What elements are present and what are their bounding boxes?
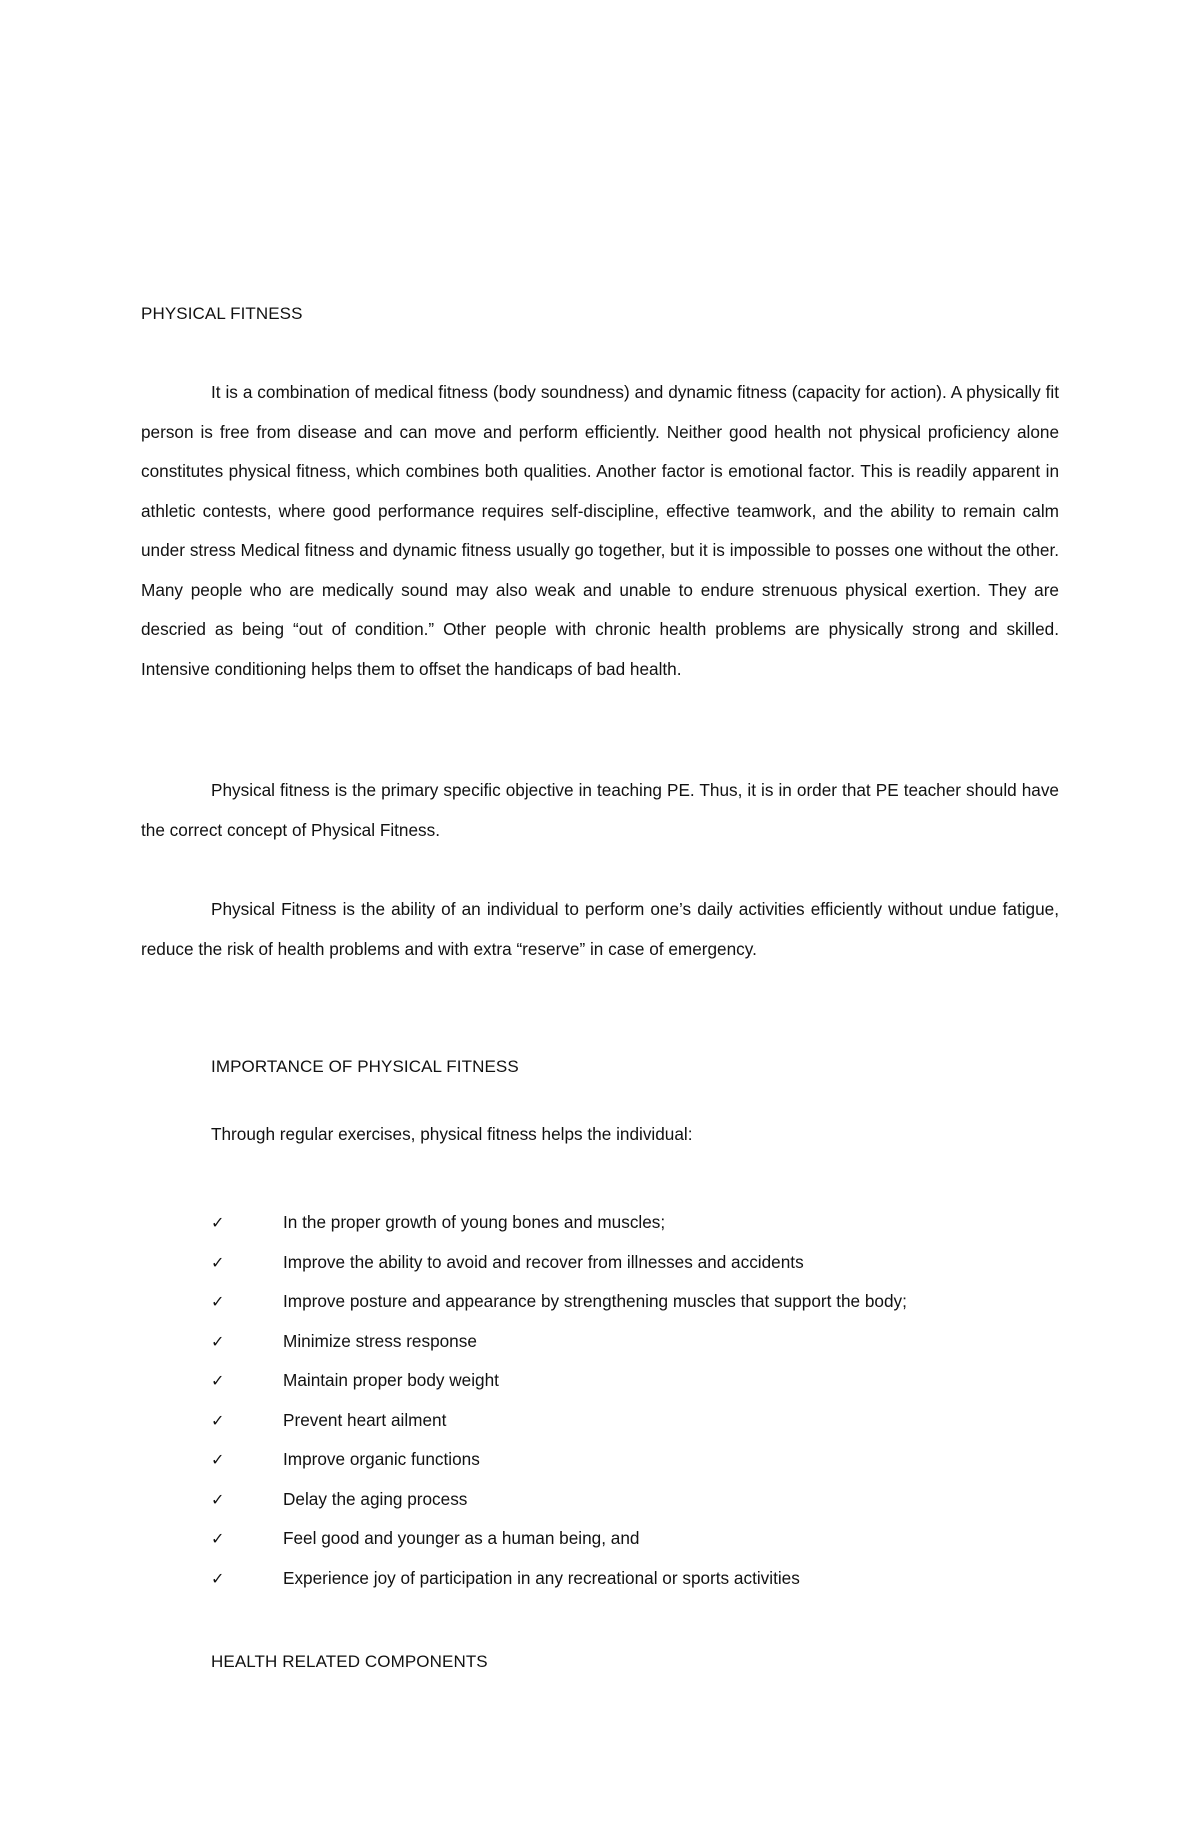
list-item: [211, 1559, 907, 1599]
list-item: [211, 1243, 907, 1283]
list-item: [211, 1480, 907, 1520]
checkmark-icon: ✓: [211, 1489, 225, 1509]
list-item: [211, 1203, 907, 1243]
health-components-heading: HEALTH RELATED COMPONENTS: [211, 1652, 488, 1671]
benefit-text: Maintain proper body weight: [283, 1370, 499, 1390]
checkmark-icon: ✓: [211, 1568, 225, 1588]
checkmark-icon: ✓: [211, 1450, 225, 1469]
benefit-text: Minimize stress response: [283, 1330, 477, 1351]
checkmark-icon: ✓: [211, 1292, 225, 1311]
benefit-text: Delay the aging process: [283, 1488, 468, 1509]
list-item: [211, 1519, 907, 1559]
checkmark-icon: ✓: [211, 1371, 225, 1390]
list-item: [211, 1361, 907, 1401]
benefit-text: Improve organic functions: [283, 1449, 480, 1469]
benefit-text: Experience joy of participation in any recreational or sports activities: [283, 1567, 800, 1588]
importance-intro: Through regular exercises, physical fitness helps the individual:: [211, 1124, 693, 1144]
importance-heading: IMPORTANCE OF PHYSICAL FITNESS: [211, 1057, 519, 1076]
checkmark-icon: ✓: [211, 1331, 225, 1351]
definition-paragraph: It is a combination of medical fitness (body soundness) and dynamic fitness (capacity for action). A physically fit person is free from disease and can move and perform efficiently. Neither good health not physical proficiency alone constitutes physical fitness, which combines both qualities. Another factor is emotional factor. This is readily apparent in athletic contests, where good performance requires self-discipline, effective teamwork, and the ability to remain calm under stress Medical fitness and dynamic fitness usually go together, but it is impossible to posses one without the other. Many people who are medically sound may also weak and unable to endure strenuous physical exertion. They are descried as being “out of condition.” Other people with chronic health problems are physically strong and skilled. Intensive conditioning helps them to offset the handicaps of bad health.: [141, 382, 1059, 679]
benefit-text: Improve the ability to avoid and recover from illnesses and accidents: [283, 1251, 804, 1272]
checkmark-icon: ✓: [211, 1213, 225, 1232]
benefit-text: Feel good and younger as a human being, and: [283, 1528, 640, 1548]
fitness-definition-paragraph: Physical Fitness is the ability of an individual to perform one’s daily activities efficiently without undue fatigue, reduce the risk of health problems and with extra “reserve” in case of emergency.: [141, 899, 1059, 959]
benefits-list: [211, 1203, 907, 1598]
list-item: [211, 1282, 907, 1322]
benefit-text: In the proper growth of young bones and muscles;: [283, 1212, 666, 1232]
page-title: PHYSICAL FITNESS: [141, 304, 303, 323]
checkmark-icon: ✓: [211, 1529, 225, 1548]
checkmark-icon: ✓: [211, 1252, 225, 1272]
list-item: [211, 1440, 907, 1480]
benefit-text: Prevent heart ailment: [283, 1409, 447, 1430]
list-item: [211, 1322, 907, 1362]
list-item: [211, 1401, 907, 1441]
benefit-text: Improve posture and appearance by strengthening muscles that support the body;: [283, 1291, 907, 1311]
checkmark-icon: ✓: [211, 1410, 225, 1430]
objective-paragraph: Physical fitness is the primary specific objective in teaching PE. Thus, it is in order that PE teacher should have the correct concept of Physical Fitness.: [141, 780, 1059, 840]
